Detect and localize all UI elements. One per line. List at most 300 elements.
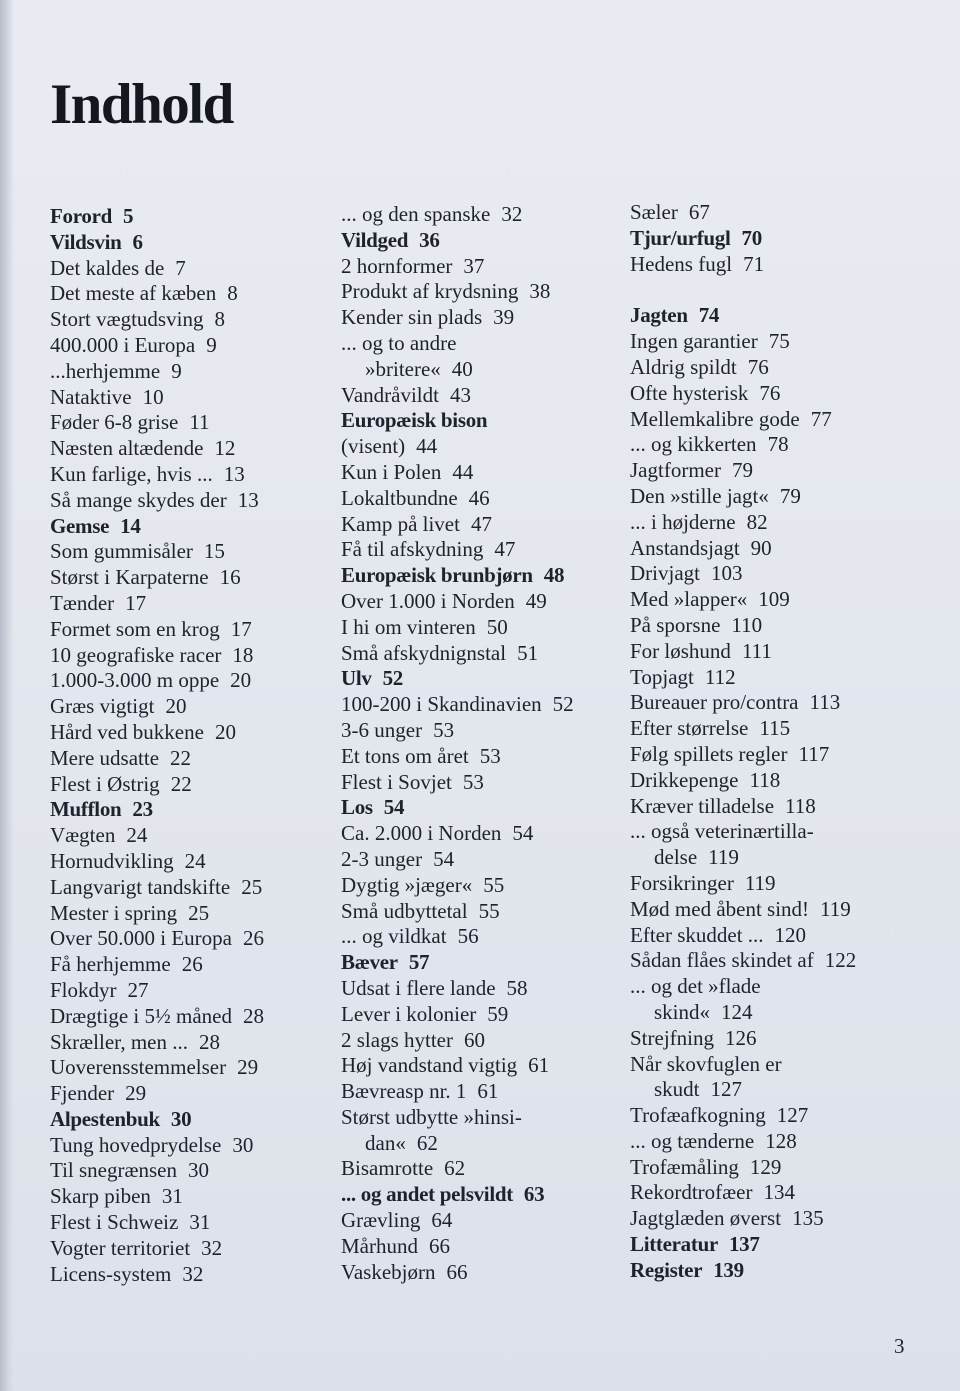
toc-page-number: 79	[779, 483, 801, 508]
toc-page-number: 31	[161, 1184, 183, 1209]
toc-page-number: 63	[523, 1182, 545, 1207]
toc-page-number: 52	[552, 692, 574, 717]
toc-page-number: 66	[429, 1233, 450, 1258]
toc-entry-title: »britere«	[365, 356, 441, 381]
toc-entry	[50, 333, 264, 359]
toc-entry-title: Mufflon	[50, 797, 122, 822]
toc-entry-title: Kun farlige, hvis ...	[50, 461, 213, 486]
toc-entry-title: Følg spillets regler	[630, 741, 788, 766]
toc-entry-title: Skarp piben	[50, 1184, 151, 1209]
toc-entry	[50, 1262, 264, 1288]
page-title: Indhold	[50, 73, 233, 136]
toc-page-number: 29	[125, 1081, 147, 1106]
toc-entry	[630, 1180, 856, 1206]
toc-column-2	[341, 202, 574, 1285]
toc-entry-title: 10 geografiske racer	[50, 642, 222, 667]
toc-entry	[630, 587, 856, 613]
toc-entry-title: Som gummisåler	[50, 539, 193, 564]
toc-entry-title: Forord	[50, 204, 112, 228]
toc-entry-title: Register	[630, 1257, 703, 1282]
toc-entry-title: Drikkepenge	[630, 767, 739, 792]
toc-page-number: 20	[230, 668, 252, 693]
toc-entry	[341, 202, 574, 228]
toc-section-heading	[50, 514, 264, 540]
toc-entry-title: skind«	[654, 999, 711, 1024]
toc-page-number: 43	[449, 382, 471, 407]
toc-page-number: 67	[688, 200, 710, 224]
toc-entry-title: Føder 6-8 grise	[50, 410, 179, 435]
toc-page-number: 70	[741, 225, 762, 250]
toc-entry	[50, 359, 264, 385]
toc-entry	[630, 690, 856, 716]
toc-page-number: 112	[704, 664, 736, 689]
toc-entry-title: Bæver	[341, 950, 398, 975]
toc-page-number: 44	[416, 434, 438, 459]
toc-entry	[50, 591, 264, 617]
toc-page-number: 14	[120, 513, 141, 538]
toc-entry	[341, 357, 574, 383]
toc-entry	[630, 897, 856, 923]
toc-entry-title: Ofte hysterisk	[630, 380, 749, 405]
toc-page-number: 10	[142, 384, 164, 409]
toc-page-number: 11	[189, 410, 210, 435]
toc-page-number: 25	[241, 874, 263, 899]
toc-page-number: 66	[446, 1259, 468, 1284]
toc-entry-title: Vaskebjørn	[341, 1259, 436, 1284]
toc-page-number: 53	[462, 769, 484, 794]
toc-page-number: 55	[478, 898, 500, 923]
toc-section-heading	[50, 797, 264, 823]
page-number: 3	[894, 1334, 905, 1358]
toc-entry-title: delse	[654, 845, 698, 870]
toc-entry-title: Ca. 2.000 i Norden	[341, 821, 502, 846]
toc-section-heading	[50, 1107, 264, 1133]
toc-entry	[50, 978, 264, 1004]
toc-page-number: 71	[743, 251, 765, 276]
toc-page-number: 54	[383, 795, 405, 820]
toc-page-number: 30	[232, 1132, 254, 1157]
toc-entry-title: Udsat i flere lande	[341, 975, 496, 1000]
toc-entry	[341, 589, 574, 615]
toc-entry-title: Mellemkalibre gode	[630, 406, 800, 431]
toc-entry-title: Den »stille jagt«	[630, 483, 769, 508]
toc-page-number: 49	[525, 588, 547, 613]
toc-entry	[341, 615, 574, 641]
toc-page-number: 113	[809, 690, 841, 715]
toc-page-number: 27	[127, 977, 149, 1002]
toc-entry	[341, 1234, 574, 1260]
toc-entry	[630, 381, 856, 407]
toc-entry-title: Når skovfuglen er	[630, 1051, 782, 1076]
toc-page-number: 46	[468, 485, 490, 510]
toc-page-number: 9	[171, 358, 182, 383]
toc-entry	[50, 281, 264, 307]
toc-entry-title: skudt	[654, 1077, 700, 1102]
toc-page-number: 13	[223, 461, 245, 486]
toc-entry-title: Anstandsjagt	[630, 535, 740, 560]
toc-entry	[50, 488, 264, 514]
toc-column-1	[50, 204, 264, 1287]
toc-entry-title: Forsikringer	[630, 870, 734, 895]
toc-entry-title: Flest i Schweiz	[50, 1210, 179, 1235]
toc-entry	[50, 1081, 264, 1107]
toc-entry-title: Fjender	[50, 1081, 115, 1106]
toc-page-number: 48	[543, 563, 565, 588]
toc-page-number: 32	[201, 1235, 223, 1260]
toc-entry	[341, 924, 574, 950]
toc-page-number: 40	[451, 356, 473, 381]
toc-section-heading	[341, 795, 574, 821]
toc-page-number: 135	[792, 1206, 824, 1231]
toc-entry	[630, 1077, 856, 1103]
toc-page-number: 103	[710, 561, 743, 586]
toc-page-number: 13	[237, 487, 259, 512]
toc-entry	[630, 432, 856, 458]
toc-entry-title: Små udbyttetal	[341, 898, 468, 923]
toc-entry-title: Langvarigt tandskifte	[50, 874, 231, 899]
toc-page-number: 53	[433, 717, 455, 742]
toc-entry-title: Europæisk bison	[341, 408, 488, 433]
toc-entry-title: Mere udsatte	[50, 745, 160, 770]
toc-page-number: 15	[203, 539, 225, 564]
toc-entry	[50, 823, 264, 849]
toc-entry-title: Kræver tilladelse	[630, 793, 775, 818]
toc-page-number: 122	[824, 948, 857, 973]
toc-entry	[341, 254, 574, 280]
toc-entry	[341, 821, 574, 847]
toc-page-number: 79	[731, 458, 753, 483]
toc-entry	[50, 720, 264, 746]
toc-entry-title: ... og to andre	[341, 330, 457, 355]
toc-entry	[50, 617, 264, 643]
toc-entry-title: På sporsne	[630, 612, 721, 637]
toc-page-number: 127	[710, 1077, 743, 1102]
toc-entry	[630, 329, 856, 355]
toc-entry-title: Tjur/urfugl	[630, 225, 731, 250]
toc-page-number: 78	[767, 432, 789, 457]
toc-page-number: 8	[227, 281, 238, 306]
toc-section-heading	[341, 563, 574, 589]
toc-page-number: 75	[768, 329, 790, 354]
toc-page-number: 47	[470, 511, 492, 536]
toc-entry-title: Lokaltbundne	[341, 485, 458, 510]
toc-entry	[630, 923, 856, 949]
toc-page-number: 37	[463, 253, 485, 278]
toc-entry-title: 100-200 i Skandinavien	[341, 692, 542, 717]
toc-entry	[50, 1133, 264, 1159]
toc-page-number: 30	[170, 1106, 192, 1131]
toc-entry-title: Grævling	[341, 1208, 421, 1233]
toc-page-number: 24	[184, 848, 206, 873]
toc-entry-title: Over 50.000 i Europa	[50, 926, 232, 951]
toc-entry-title: Vogter territoriet	[50, 1235, 191, 1260]
toc-entry-title: Skræller, men ...	[50, 1029, 188, 1054]
toc-entry-title: Det meste af kæben	[50, 281, 217, 306]
toc-page-number: 26	[181, 952, 203, 977]
toc-page-number: 110	[731, 612, 763, 637]
toc-entry-title: Det kaldes de	[50, 255, 165, 280]
toc-entry	[341, 873, 574, 899]
toc-entry	[50, 1184, 264, 1210]
page-spine-shadow	[0, 0, 14, 1391]
toc-entry	[341, 718, 574, 744]
toc-entry-title: For løshund	[630, 638, 731, 663]
toc-entry-title: Bisamrotte	[341, 1156, 434, 1181]
toc-page-number: 5	[122, 204, 134, 228]
toc-entry	[50, 1236, 264, 1262]
toc-column-3	[630, 200, 856, 1284]
toc-page-number: 26	[242, 926, 264, 951]
toc-entry-title: Små afskydnignstal	[341, 640, 507, 665]
toc-page-number: 32	[182, 1261, 204, 1286]
toc-entry-title: ... og andet pelsvildt	[341, 1182, 513, 1207]
toc-entry-title: 2-3 unger	[341, 846, 423, 871]
toc-page-number: 36	[419, 227, 440, 252]
toc-page-number: 77	[810, 406, 832, 431]
toc-entry-title: Til snegrænsen	[50, 1158, 177, 1183]
toc-entry-title: Flokdyr	[50, 977, 117, 1002]
toc-entry-title: Tung hovedprydelse	[50, 1132, 222, 1157]
toc-entry-title: Nataktive	[50, 384, 132, 409]
toc-entry	[50, 1210, 264, 1236]
toc-entry	[50, 307, 264, 333]
toc-page-number: 57	[408, 950, 430, 975]
toc-page-number: 6	[132, 229, 143, 254]
toc-entry-title: 2 slags hytter	[341, 1027, 453, 1052]
toc-page-number: 55	[483, 872, 505, 897]
toc-page-number: 76	[747, 354, 769, 379]
toc-page-number: 62	[416, 1130, 438, 1155]
toc-entry	[341, 1260, 574, 1286]
toc-page-number: 129	[749, 1154, 782, 1179]
toc-page-number: 62	[444, 1156, 466, 1181]
toc-entry	[341, 641, 574, 667]
toc-entry	[341, 1079, 574, 1105]
toc-page-number: 115	[759, 716, 791, 741]
toc-entry	[341, 976, 574, 1002]
toc-entry	[341, 1208, 574, 1234]
toc-page-number: 61	[528, 1053, 550, 1078]
toc-entry-title: Sæler	[630, 200, 678, 224]
toc-page-number: 51	[517, 640, 539, 665]
toc-entry	[630, 407, 856, 433]
toc-entry-title: Drægtige i 5½ måned	[50, 1003, 232, 1028]
toc-page-number: 128	[765, 1128, 797, 1153]
toc-entry-title: Flest i Østrig	[50, 771, 160, 796]
toc-entry	[341, 1002, 574, 1028]
toc-entry-title: Los	[341, 795, 373, 820]
toc-page-number: 60	[463, 1027, 485, 1052]
toc-entry-title: Næsten altædende	[50, 436, 204, 461]
toc-entry	[341, 434, 574, 460]
toc-entry	[50, 565, 264, 591]
toc-entry	[630, 510, 856, 536]
toc-page-number: 61	[477, 1079, 499, 1104]
toc-entry	[630, 200, 856, 226]
toc-entry-title: 400.000 i Europa	[50, 332, 196, 357]
toc-page-number: 12	[214, 436, 236, 461]
toc-entry	[50, 875, 264, 901]
toc-entry	[630, 536, 856, 562]
toc-entry-title: Formet som en krog	[50, 616, 220, 641]
toc-entry-title: Gemse	[50, 513, 110, 538]
toc-entry-title: ... også veterinærtilla-	[630, 819, 814, 844]
toc-page-number: 7	[175, 255, 186, 280]
toc-entry	[630, 252, 856, 278]
toc-entry-title: Stort vægtudsving	[50, 307, 204, 332]
toc-entry	[50, 1004, 264, 1030]
toc-section-heading	[630, 1258, 856, 1284]
toc-entry-title: ... og vildkat	[341, 924, 447, 949]
toc-entry	[630, 845, 856, 871]
toc-entry-title: 3-6 unger	[341, 717, 423, 742]
toc-entry-title: Alpestenbuk	[50, 1106, 160, 1131]
toc-entry-title: Hård ved bukkene	[50, 719, 204, 744]
toc-section-heading	[341, 1182, 574, 1208]
toc-entry-title: Hedens fugl	[630, 251, 733, 276]
toc-entry	[50, 694, 264, 720]
toc-entry	[630, 355, 856, 381]
toc-entry-title: Trofæmåling	[630, 1154, 739, 1179]
toc-entry	[50, 462, 264, 488]
toc-page-number: 74	[698, 303, 720, 328]
toc-entry-title: Størst udbytte »hinsi-	[341, 1104, 522, 1129]
toc-page-number: 120	[774, 922, 807, 947]
toc-entry-title: Mårhund	[341, 1233, 418, 1258]
toc-entry	[50, 952, 264, 978]
toc-entry	[50, 1055, 264, 1081]
toc-entry-title: Ulv	[341, 666, 372, 691]
toc-entry	[630, 1103, 856, 1129]
toc-entry-title: Mød med åbent sind!	[630, 896, 810, 921]
toc-page-number: 134	[763, 1180, 795, 1205]
toc-entry	[341, 331, 574, 357]
toc-entry-title: Topjagt	[630, 664, 694, 689]
toc-entry	[630, 484, 856, 510]
toc-entry	[341, 847, 574, 873]
toc-page-number: 54	[433, 846, 455, 871]
toc-entry-title: Dygtig »jæger«	[341, 872, 473, 897]
toc-page-number: 124	[721, 999, 753, 1024]
toc-entry-title: Kender sin plads	[341, 305, 483, 330]
toc-section-heading	[630, 303, 856, 329]
toc-page-number: 17	[125, 590, 147, 615]
toc-entry	[50, 410, 264, 436]
toc-entry-title: Mester i spring	[50, 900, 178, 925]
toc-entry	[50, 436, 264, 462]
toc-entry	[630, 974, 856, 1000]
toc-entry-title: Uoverensstemmelser	[50, 1055, 227, 1080]
toc-entry-title: Licens-system	[50, 1261, 172, 1286]
toc-page-number: 111	[741, 638, 772, 663]
toc-entry	[341, 1131, 574, 1157]
toc-entry-title: Trofæafkogning	[630, 1103, 766, 1128]
toc-entry	[630, 768, 856, 794]
toc-page-number: 20	[165, 694, 187, 719]
toc-entry-title: Høj vandstand vigtig	[341, 1053, 518, 1078]
toc-entry-title: Aldrig spildt	[630, 354, 737, 379]
toc-entry	[341, 512, 574, 538]
toc-page-number: 17	[230, 616, 252, 641]
toc-entry-title: ... og kikkerten	[630, 432, 757, 457]
toc-entry	[630, 794, 856, 820]
toc-section-heading	[630, 1232, 856, 1258]
toc-entry	[50, 746, 264, 772]
toc-entry-title: Vægten	[50, 823, 116, 848]
toc-entry-title: Bureauer pro/contra	[630, 690, 799, 715]
toc-page-number: 22	[170, 745, 192, 770]
toc-entry	[50, 385, 264, 411]
toc-entry-title: Jagtglæden øverst	[630, 1206, 782, 1231]
toc-entry	[50, 668, 264, 694]
toc-entry-title: 1.000-3.000 m oppe	[50, 668, 220, 693]
toc-entry	[630, 1129, 856, 1155]
toc-page-number: 38	[529, 279, 551, 304]
toc-entry-title: ...herhjemme	[50, 358, 161, 383]
toc-entry-title: Få til afskydning	[341, 537, 484, 562]
toc-entry-title: Jagten	[630, 303, 688, 328]
toc-page-number: 117	[798, 741, 830, 766]
toc-entry	[630, 948, 856, 974]
toc-page-number: 119	[708, 845, 739, 870]
toc-entry	[341, 305, 574, 331]
toc-page-number: 50	[486, 614, 508, 639]
toc-entry-title: Hornudvikling	[50, 848, 174, 873]
toc-entry-title: Efter skuddet ...	[630, 922, 764, 947]
toc-entry	[630, 1155, 856, 1181]
toc-page-number: 119	[820, 896, 851, 921]
toc-entry	[630, 1206, 856, 1232]
toc-entry	[341, 1028, 574, 1054]
toc-entry-title: Produkt af krydsning	[341, 279, 519, 304]
toc-entry-title: Bævreasp nr. 1	[341, 1079, 467, 1104]
toc-entry-title: Efter størrelse	[630, 716, 749, 741]
toc-page-number: 126	[725, 1025, 757, 1050]
toc-entry-title: Vildged	[341, 227, 409, 252]
toc-entry-title: Så mange skydes der	[50, 487, 227, 512]
toc-entry	[341, 1156, 574, 1182]
toc-page-number: 29	[237, 1055, 259, 1080]
toc-entry-title: dan«	[365, 1130, 406, 1155]
toc-entry	[50, 1158, 264, 1184]
toc-entry	[630, 665, 856, 691]
toc-page-number: 44	[452, 459, 474, 484]
toc-page-number: 137	[728, 1232, 760, 1257]
toc-entry	[341, 486, 574, 512]
toc-section-heading	[341, 666, 574, 692]
toc-entry	[630, 1026, 856, 1052]
toc-entry-title: Kamp på livet	[341, 511, 460, 536]
toc-page-number: 18	[232, 642, 254, 667]
toc-page-number: 76	[759, 380, 781, 405]
toc-entry-title: Kun i Polen	[341, 459, 442, 484]
toc-entry-title: Ingen garantier	[630, 329, 758, 354]
toc-section-heading	[341, 408, 574, 434]
toc-entry-title: Lever i kolonier	[341, 1001, 477, 1026]
toc-entry-title: ... i højderne	[630, 509, 736, 534]
toc-section-heading	[341, 228, 574, 254]
toc-page-number: 52	[382, 666, 404, 691]
toc-page-number: 118	[749, 767, 781, 792]
toc-page-number: 90	[750, 535, 772, 560]
toc-entry	[630, 1052, 856, 1078]
toc-entry-title: Flest i Sovjet	[341, 769, 452, 794]
toc-page-number: 32	[501, 202, 523, 226]
toc-entry-title: ... og det »flade	[630, 974, 761, 999]
toc-entry-title: Et tons om året	[341, 743, 469, 768]
toc-entry	[341, 460, 574, 486]
toc-entry-title: Rekordtrofæer	[630, 1180, 753, 1205]
